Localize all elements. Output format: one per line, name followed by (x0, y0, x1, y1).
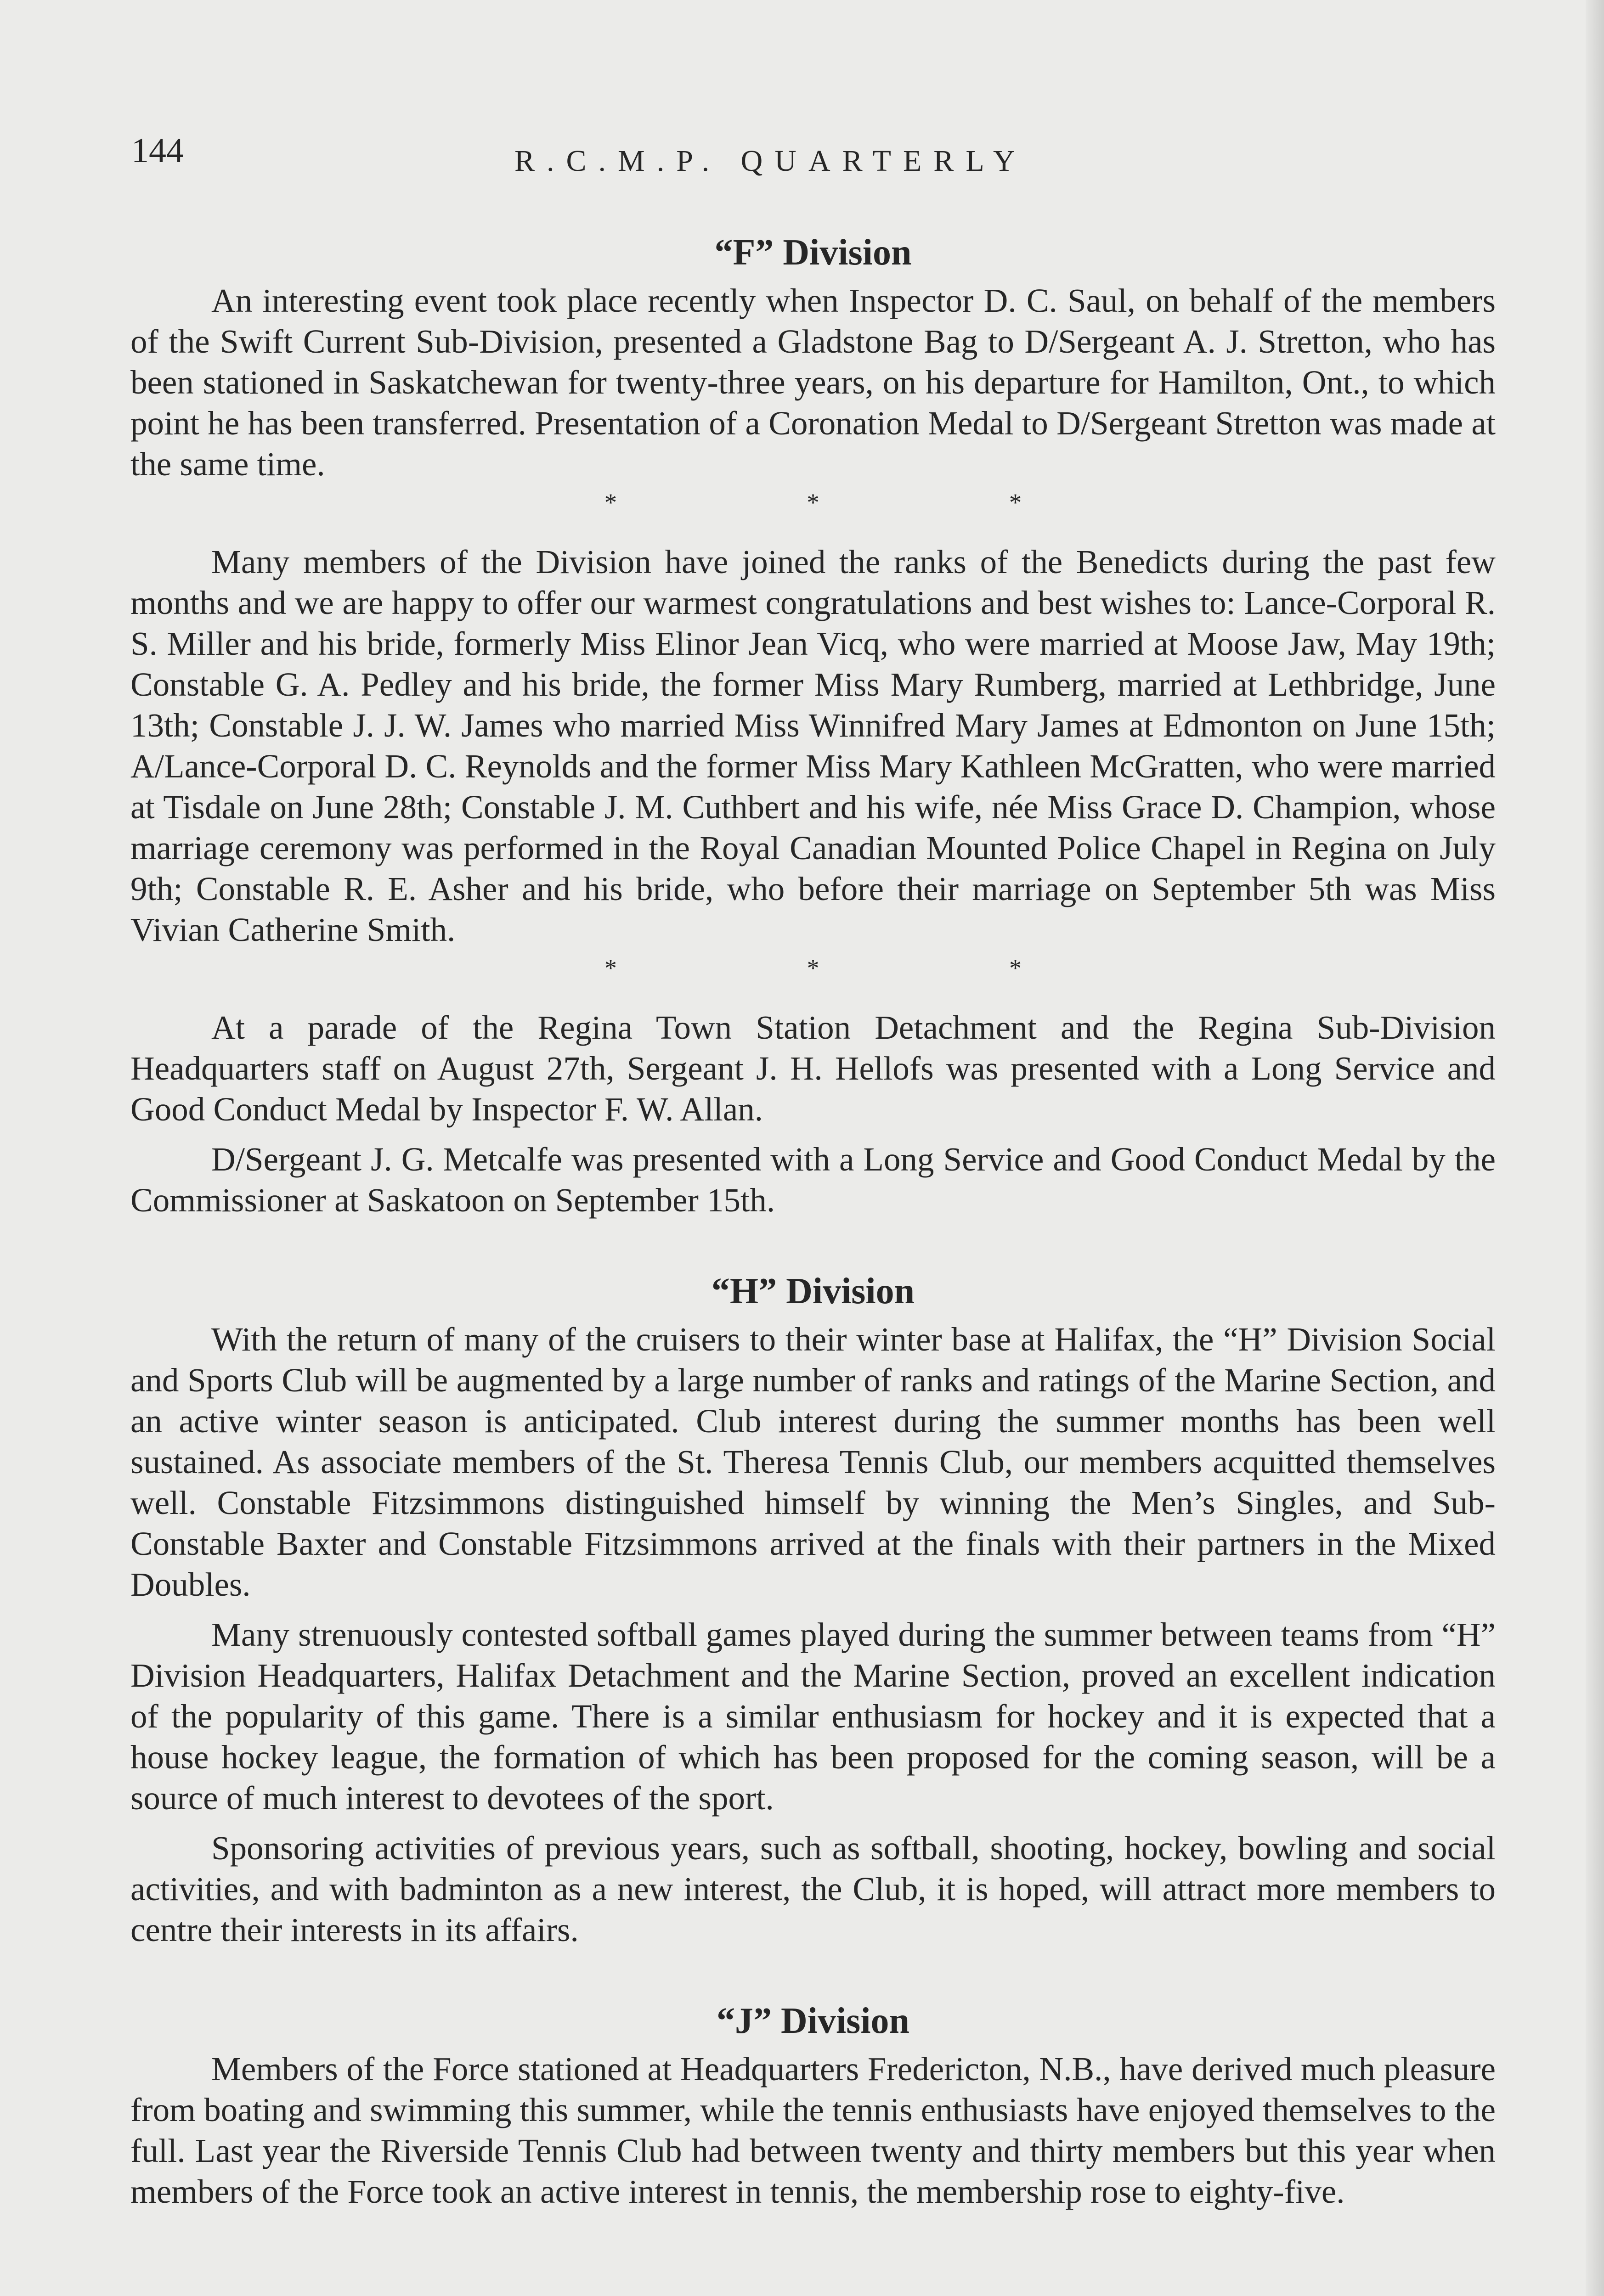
separator-stars: * * * (604, 954, 1113, 982)
paragraph-h-3: Sponsoring activities of previous years, such as softball, shooting, hockey, bowling and social activities, and with badminton as a new interest, the Club, it is hoped, will attract more members to centre their interests in its affairs. (130, 1829, 1496, 1948)
section-title-j-division: “J” Division (716, 2001, 910, 2041)
section-gap (130, 1230, 1496, 1268)
paragraph-h-1: With the return of many of the cruisers to their winter base at Halifax, the “H” Division Social and Sports Club will be augmented by a large number of ranks and ratings of the Marine Section, and an active winter season is anticipated. Club interest during the summer months has been well sustained. As associate members of the St. Theresa Tennis Club, our members acquitted themselves well. Constable Fitzsimmons distinguished himself by winning the Men’s Singles, and Sub-Constable Baxter and Constable Fitzsimmons arrived at the finals with their partners in the Mixed Doubles. (130, 1321, 1496, 1603)
paragraph-f-4: D/Sergeant J. G. Metcalfe was presented with a Long Service and Good Conduct Medal by the Commissioner at Saskatoon on September 15th. (130, 1141, 1496, 1219)
paragraph-f-1: An interesting event took place recently when Inspector D. C. Saul, on behalf of the members of the Swift Current Sub-Division, presented a Gladstone Bag to D/Sergeant A. J. Stretton, who has been stationed in Saskatchewan for twenty-three years, on his departure for Hamilton, Ont., to which point he has been transferred. Presentation of a Coronation Medal to D/Sergeant Stretton was made at the same time. (130, 282, 1496, 483)
paragraph-j-1: Members of the Force stationed at Headquarters Fredericton, N.B., have derived much pleasure from boating and swimming this summer, while the tennis enthusiasts have enjoyed themselves to the full. Last year the Riverside Tennis Club had between twenty and thirty members but this year when members of the Force took an active interest in tennis, the membership rose to eighty-five. (130, 2050, 1496, 2210)
paragraph-f-3: At a parade of the Regina Town Station Detachment and the Regina Sub-Division Headquarters staff on August 27th, Sergeant J. H. Hellofs was presented with a Long Service and Good Conduct Medal by Inspector F. W. Allan. (130, 1009, 1496, 1128)
running-head: R.C.M.P. QUARTERLY (514, 144, 1027, 178)
section-title-h-division: “H” Division (711, 1271, 915, 1311)
section-title-f-division: “F” Division (714, 232, 912, 273)
article-body (130, 230, 1496, 2221)
section-gap (130, 1959, 1496, 1998)
paragraph-f-2: Many members of the Division have joined the ranks of the Benedicts during the past few months and we are happy to offer our warmest congratulations and best wishes to: Lance-Corporal R. S. Miller and his bride, formerly Miss Elinor Jean Vicq, who were married at Moose Jaw, May 19th; Constable G. A. Pedley and his bride, the former Miss Mary Rumberg, married at Lethbridge, June 13th; Constable J. J. W. James who married Miss Winnifred Mary James at Edmonton on June 15th; A/Lance-Corporal D. C. Reynolds and the former Miss Mary Kathleen McGratten, who were married at Tisdale on June 28th; Constable J. M. Cuthbert and his wife, née Miss Grace D. Champion, whose marriage ceremony was performed in the Royal Canadian Mounted Police Chapel in Regina on July 9th; Constable R. E. Asher and his bride, who before their marriage on September 5th was Miss Vivian Catherine Smith. (130, 543, 1496, 948)
paragraph-h-2: Many strenuously contested softball games played during the summer between teams from “H” Division Headquarters, Halifax Detachment and the Marine Section, proved an excellent indication of the popularity of this game. There is a similar enthusiasm for hockey and it is expected that a house hockey league, the formation of which has been proposed for the coming season, will be a source of much interest to devotees of the sport. (130, 1616, 1496, 1817)
page-edge-shadow (1586, 0, 1604, 2296)
separator-stars: * * * (604, 489, 1113, 516)
page-number: 144 (131, 131, 184, 170)
